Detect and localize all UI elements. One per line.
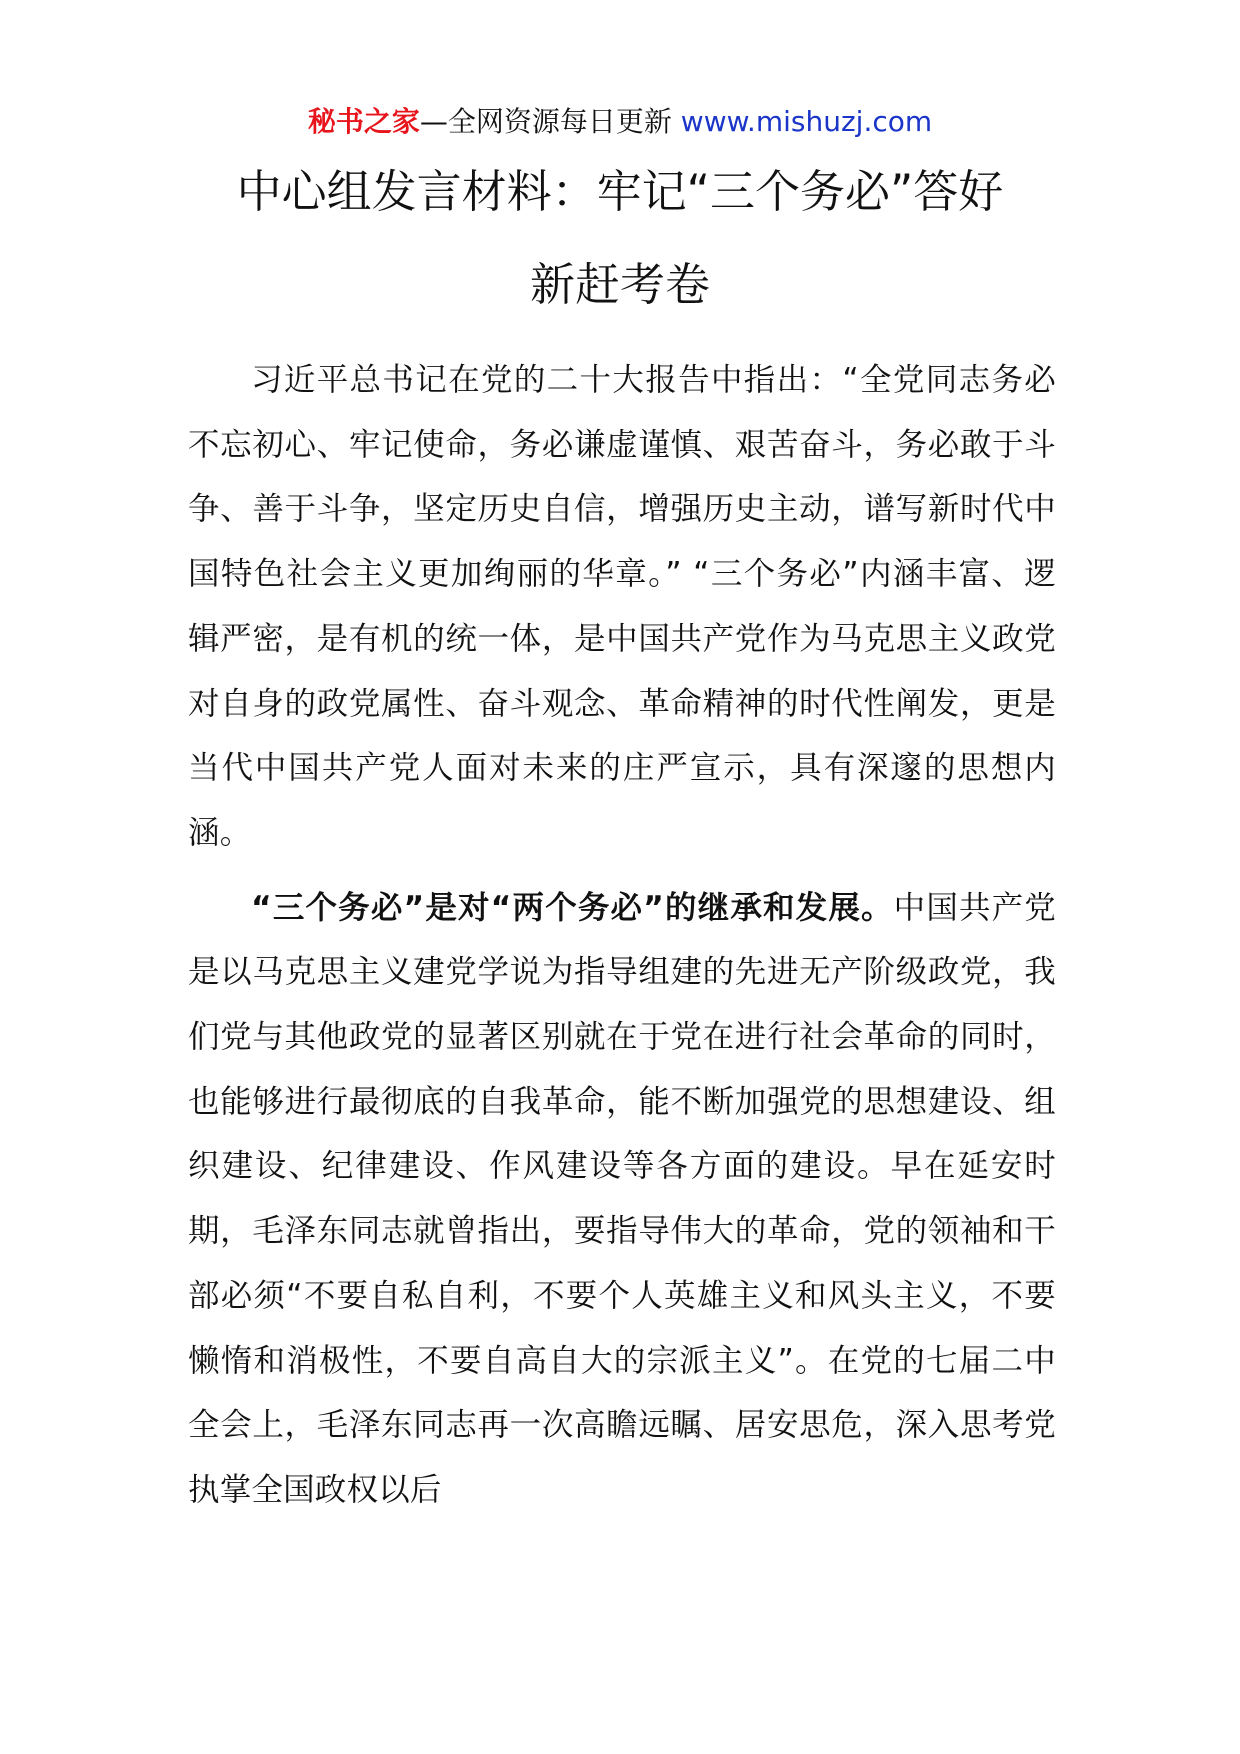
site-url-link[interactable]: www.mishuzj.com [680,105,933,138]
document-title-line-1: 中心组发言材料：牢记“三个务必”答好 [236,165,1004,218]
brand-name: 秘书之家 [307,105,420,138]
header-tagline: —全网资源每日更新 [419,105,672,138]
paragraph-2-lead: “三个务必”是对“两个务必”的继承和发展。 [251,889,894,926]
paragraph-2-body: 中国共产党是以马克思主义建党学说为指导组建的先进无产阶级政党，我们党与其他政党的显著区别就在于党在进行社会革命的同时，也能够进行最彻底的自我革命，能不断加强党的思想建设、组织建设、纪律建设、作风建设等各方面的建设。早在延安时期，毛泽东同志就曾指出，要指导伟大的革命，党的领袖和干部必须“不要自私自利，不要个人英雄主义和风头主义，不要懒惰和消极性，不要自高自大的宗派主义”。在党的七届二中全会上，毛泽东同志再一次高瞻远瞩、居安思危，深入思考党执掌全国政权以后 [188,889,1056,1508]
paragraph-1: 习近平总书记在党的二十大报告中指出：“全党同志务必不忘初心、牢记使命，务必谦虚谨慎、艰苦奋斗，务必敢于斗争、善于斗争，坚定历史自信，增强历史主动，谱写新时代中国特色社会主义更加绚丽的华章。” “三个务必”内涵丰富、逻辑严密，是有机的统一体，是中国共产党作为马克思主义政党对自身的政党属性、奋斗观念、革命精神的时代性阐发，更是当代中国共产党人面对未来的庄严宣示，具有深邃的思想内涵。 [188,362,1056,851]
paragraph-2 [188,876,1056,1523]
document-body [188,348,1056,1523]
document-title-line-2: 新赶考卷 [529,258,710,311]
site-header [0,102,1240,142]
